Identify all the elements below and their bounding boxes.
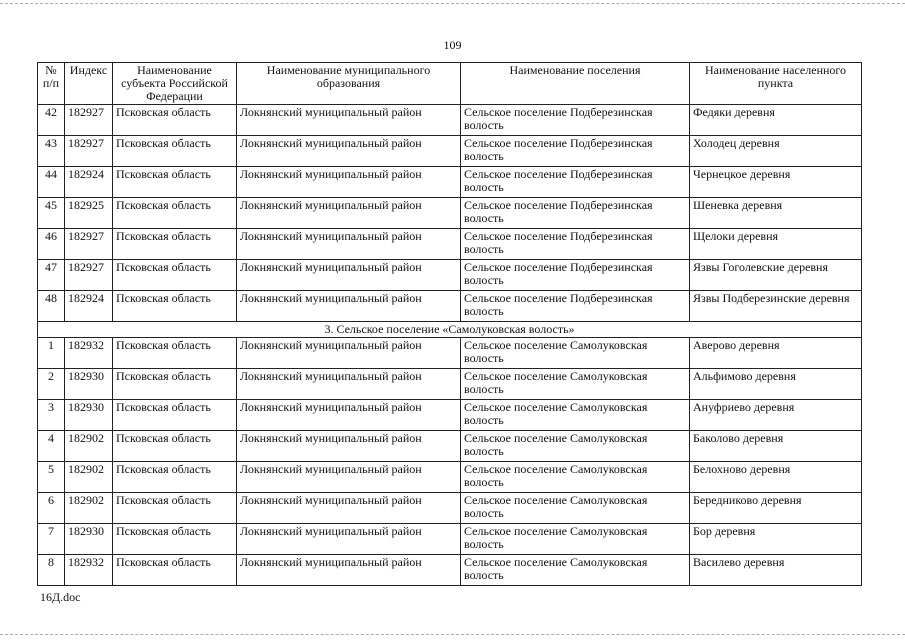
cell-num: 4 <box>38 431 65 462</box>
cell-settlement: Сельское поселение Самолуковская волость <box>461 369 690 400</box>
cell-municipality: Локнянский муниципальный район <box>237 400 461 431</box>
cell-municipality: Локнянский муниципальный район <box>237 105 461 136</box>
cell-subject: Псковская область <box>113 198 237 229</box>
cell-num: 7 <box>38 524 65 555</box>
cell-index: 182930 <box>65 524 113 555</box>
cell-subject: Псковская область <box>113 105 237 136</box>
footer-filename: 16Д.doc <box>40 590 81 604</box>
cell-locality: Федяки деревня <box>690 105 862 136</box>
header-settlement: Наименование поселения <box>461 63 690 105</box>
cell-municipality: Локнянский муниципальный район <box>237 555 461 586</box>
cell-locality: Белохново деревня <box>690 462 862 493</box>
cell-settlement: Сельское поселение Самолуковская волость <box>461 462 690 493</box>
cell-locality: Язвы Подберезинские деревня <box>690 291 862 322</box>
cell-municipality: Локнянский муниципальный район <box>237 136 461 167</box>
cell-num: 2 <box>38 369 65 400</box>
cell-index: 182924 <box>65 167 113 198</box>
cell-num: 45 <box>38 198 65 229</box>
table-row <box>38 431 862 462</box>
section-row-group <box>38 322 862 338</box>
cell-subject: Псковская область <box>113 229 237 260</box>
cell-index: 182902 <box>65 493 113 524</box>
table-row <box>38 369 862 400</box>
header-subject: Наименование субъекта Российской Федерации <box>113 63 237 105</box>
cell-num: 42 <box>38 105 65 136</box>
table-row <box>38 400 862 431</box>
cell-index: 182930 <box>65 369 113 400</box>
table-body-samolukovskaya <box>38 338 862 586</box>
table-row <box>38 524 862 555</box>
cell-municipality: Локнянский муниципальный район <box>237 431 461 462</box>
header-locality: Наименование населенного пункта <box>690 63 862 105</box>
cell-settlement: Сельское поселение Подберезинская волость <box>461 291 690 322</box>
table-row <box>38 136 862 167</box>
cell-settlement: Сельское поселение Самолуковская волость <box>461 338 690 369</box>
cell-num: 3 <box>38 400 65 431</box>
cell-subject: Псковская область <box>113 400 237 431</box>
cell-municipality: Локнянский муниципальный район <box>237 462 461 493</box>
cell-locality: Аверово деревня <box>690 338 862 369</box>
table-row <box>38 260 862 291</box>
cell-num: 5 <box>38 462 65 493</box>
cell-subject: Псковская область <box>113 493 237 524</box>
cell-index: 182927 <box>65 229 113 260</box>
cell-municipality: Локнянский муниципальный район <box>237 524 461 555</box>
cell-num: 46 <box>38 229 65 260</box>
table-row <box>38 555 862 586</box>
cell-locality: Бор деревня <box>690 524 862 555</box>
cell-settlement: Сельское поселение Подберезинская волость <box>461 229 690 260</box>
cell-index: 182927 <box>65 260 113 291</box>
cell-subject: Псковская область <box>113 524 237 555</box>
cell-num: 48 <box>38 291 65 322</box>
cell-municipality: Локнянский муниципальный район <box>237 167 461 198</box>
section-row <box>38 322 862 338</box>
cell-locality: Чернецкое деревня <box>690 167 862 198</box>
cell-locality: Бередниково деревня <box>690 493 862 524</box>
header-index: Индекс <box>65 63 113 105</box>
table-body-podberezinskaya <box>38 105 862 322</box>
cell-settlement: Сельское поселение Самолуковская волость <box>461 493 690 524</box>
cell-subject: Псковская область <box>113 167 237 198</box>
cell-municipality: Локнянский муниципальный район <box>237 260 461 291</box>
table-row <box>38 462 862 493</box>
cell-num: 8 <box>38 555 65 586</box>
cell-municipality: Локнянский муниципальный район <box>237 198 461 229</box>
cell-index: 182927 <box>65 105 113 136</box>
cell-settlement: Сельское поселение Самолуковская волость <box>461 431 690 462</box>
table-row <box>38 493 862 524</box>
cell-municipality: Локнянский муниципальный район <box>237 493 461 524</box>
cell-subject: Псковская область <box>113 291 237 322</box>
cell-locality: Ануфриево деревня <box>690 400 862 431</box>
cell-index: 182925 <box>65 198 113 229</box>
cell-subject: Псковская область <box>113 555 237 586</box>
cell-subject: Псковская область <box>113 136 237 167</box>
cell-locality: Щелоки деревня <box>690 229 862 260</box>
cell-index: 182932 <box>65 338 113 369</box>
cell-num: 44 <box>38 167 65 198</box>
cell-index: 182932 <box>65 555 113 586</box>
section-title: 3. Сельское поселение «Самолуковская волость» <box>38 322 862 338</box>
cell-locality: Альфимово деревня <box>690 369 862 400</box>
table-row <box>38 198 862 229</box>
localities-table <box>37 62 862 586</box>
cell-municipality: Локнянский муниципальный район <box>237 338 461 369</box>
cell-settlement: Сельское поселение Самолуковская волость <box>461 555 690 586</box>
cell-settlement: Сельское поселение Самолуковская волость <box>461 524 690 555</box>
header-num: № п/п <box>38 63 65 105</box>
cell-settlement: Сельское поселение Подберезинская волость <box>461 167 690 198</box>
cell-locality: Баколово деревня <box>690 431 862 462</box>
cell-settlement: Сельское поселение Подберезинская волость <box>461 105 690 136</box>
table-row <box>38 229 862 260</box>
cell-municipality: Локнянский муниципальный район <box>237 291 461 322</box>
cell-municipality: Локнянский муниципальный район <box>237 369 461 400</box>
table-header-row <box>38 63 862 105</box>
cell-locality: Шеневка деревня <box>690 198 862 229</box>
table-row <box>38 105 862 136</box>
cell-municipality: Локнянский муниципальный район <box>237 229 461 260</box>
cell-subject: Псковская область <box>113 369 237 400</box>
table-row <box>38 338 862 369</box>
cell-subject: Псковская область <box>113 462 237 493</box>
cell-index: 182902 <box>65 431 113 462</box>
cell-settlement: Сельское поселение Подберезинская волость <box>461 136 690 167</box>
cell-index: 182927 <box>65 136 113 167</box>
cell-index: 182930 <box>65 400 113 431</box>
cell-settlement: Сельское поселение Самолуковская волость <box>461 400 690 431</box>
cell-subject: Псковская область <box>113 260 237 291</box>
cell-settlement: Сельское поселение Подберезинская волость <box>461 198 690 229</box>
cell-subject: Псковская область <box>113 338 237 369</box>
table-row <box>38 291 862 322</box>
table-row <box>38 167 862 198</box>
page-number: 109 <box>443 38 462 52</box>
cell-index: 182902 <box>65 462 113 493</box>
cell-locality: Холодец деревня <box>690 136 862 167</box>
cell-num: 43 <box>38 136 65 167</box>
cell-settlement: Сельское поселение Подберезинская волость <box>461 260 690 291</box>
cell-num: 47 <box>38 260 65 291</box>
cell-locality: Язвы Гоголевские деревня <box>690 260 862 291</box>
scan-edge-bottom <box>0 634 905 635</box>
cell-locality: Василево деревня <box>690 555 862 586</box>
header-municipality: Наименование муниципального образования <box>237 63 461 105</box>
cell-subject: Псковская область <box>113 431 237 462</box>
cell-num: 1 <box>38 338 65 369</box>
cell-num: 6 <box>38 493 65 524</box>
cell-index: 182924 <box>65 291 113 322</box>
scan-edge-top <box>0 3 905 4</box>
